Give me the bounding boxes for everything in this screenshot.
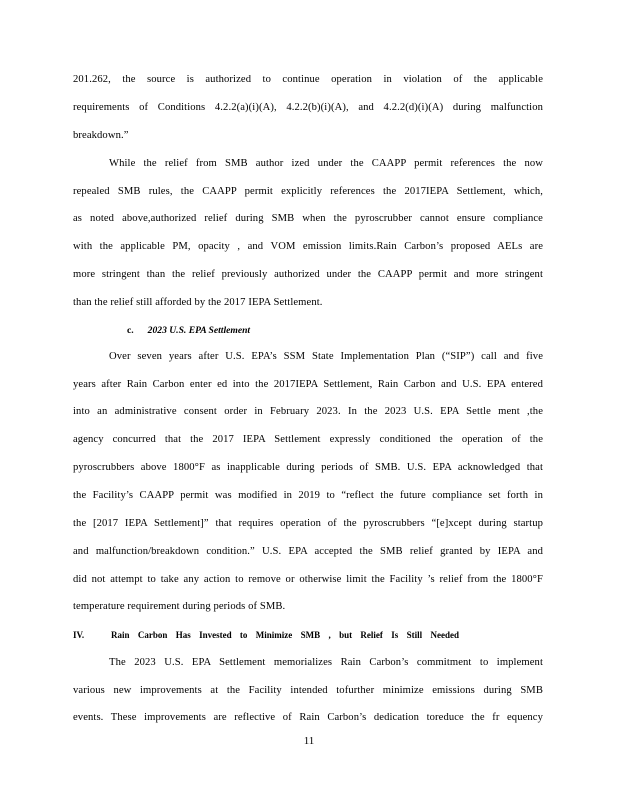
text-line: into an administrative consent order in February 2023. In the 2023 U.S. EPA Settle ment ,the xyxy=(73,406,543,417)
page-number: 11 xyxy=(303,735,315,747)
heading-number: IV. xyxy=(73,630,85,640)
text-line: did not attempt to take any action to remove or otherwise limit the Facility ’s relief from the 1800°F xyxy=(73,574,543,585)
heading-label: c. xyxy=(127,325,134,336)
text-line: agency concurred that the 2017 IEPA Settlement expressly conditioned the operation of the xyxy=(73,434,543,445)
text-line: various new improvements at the Facility intended tofurther minimize emissions during SMB xyxy=(73,685,543,696)
text-line: requirements of Conditions 4.2.2(a)(i)(A), 4.2.2(b)(i)(A), and 4.2.2(d)(i)(A) during malfunction xyxy=(73,102,543,113)
text-line: The 2023 U.S. EPA Settlement memorializes Rain Carbon’s commitment to implement xyxy=(109,657,543,668)
text-line: more stringent than the relief previously authorized under the CAAPP permit and more stringent xyxy=(73,269,543,280)
section-heading-iv xyxy=(73,628,459,642)
heading-text: 2023 U.S. EPA Settlement xyxy=(147,325,251,336)
text-line: repealed SMB rules, the CAAPP permit explicitly references the 2017IEPA Settlement, which, xyxy=(73,186,543,197)
text-line: 201.262, the source is authorized to continue operation in violation of the applicable xyxy=(73,74,543,85)
text-line: Over seven years after U.S. EPA’s SSM State Implementation Plan (“SIP”) call and five xyxy=(109,351,543,362)
text-line: pyroscrubbers above 1800°F as inapplicable during periods of SMB. U.S. EPA acknowledged that xyxy=(73,462,543,473)
section-heading-c xyxy=(127,324,250,338)
text-line: While the relief from SMB author ized under the CAAPP permit references the now xyxy=(109,158,543,169)
text-line: with the applicable PM, opacity , and VOM emission limits.Rain Carbon’s proposed AELs are xyxy=(73,241,543,252)
text-line: years after Rain Carbon enter ed into the 2017IEPA Settlement, Rain Carbon and U.S. EPA entered xyxy=(73,379,543,390)
text-line: events. These improvements are reflective of Rain Carbon’s dedication toreduce the fr equency xyxy=(73,712,543,723)
text-line: the Facility’s CAAPP permit was modified in 2019 to “reflect the future compliance set forth in xyxy=(73,490,543,501)
text-line: the [2017 IEPA Settlement]” that requires operation of the pyroscrubbers “[e]xcept during startup xyxy=(73,518,543,529)
heading-text: Rain Carbon Has Invested to Minimize SMB , but Relief Is Still Needed xyxy=(111,630,459,640)
text-line: breakdown.” xyxy=(73,130,129,141)
text-line: as noted above,authorized relief during SMB when the pyroscrubber cannot ensure compliance xyxy=(73,213,543,224)
text-line: temperature requirement during periods of SMB. xyxy=(73,601,286,612)
text-line: than the relief still afforded by the 2017 IEPA Settlement. xyxy=(73,297,323,308)
text-line: and malfunction/breakdown condition.” U.S. EPA accepted the SMB relief granted by IEPA and xyxy=(73,546,543,557)
